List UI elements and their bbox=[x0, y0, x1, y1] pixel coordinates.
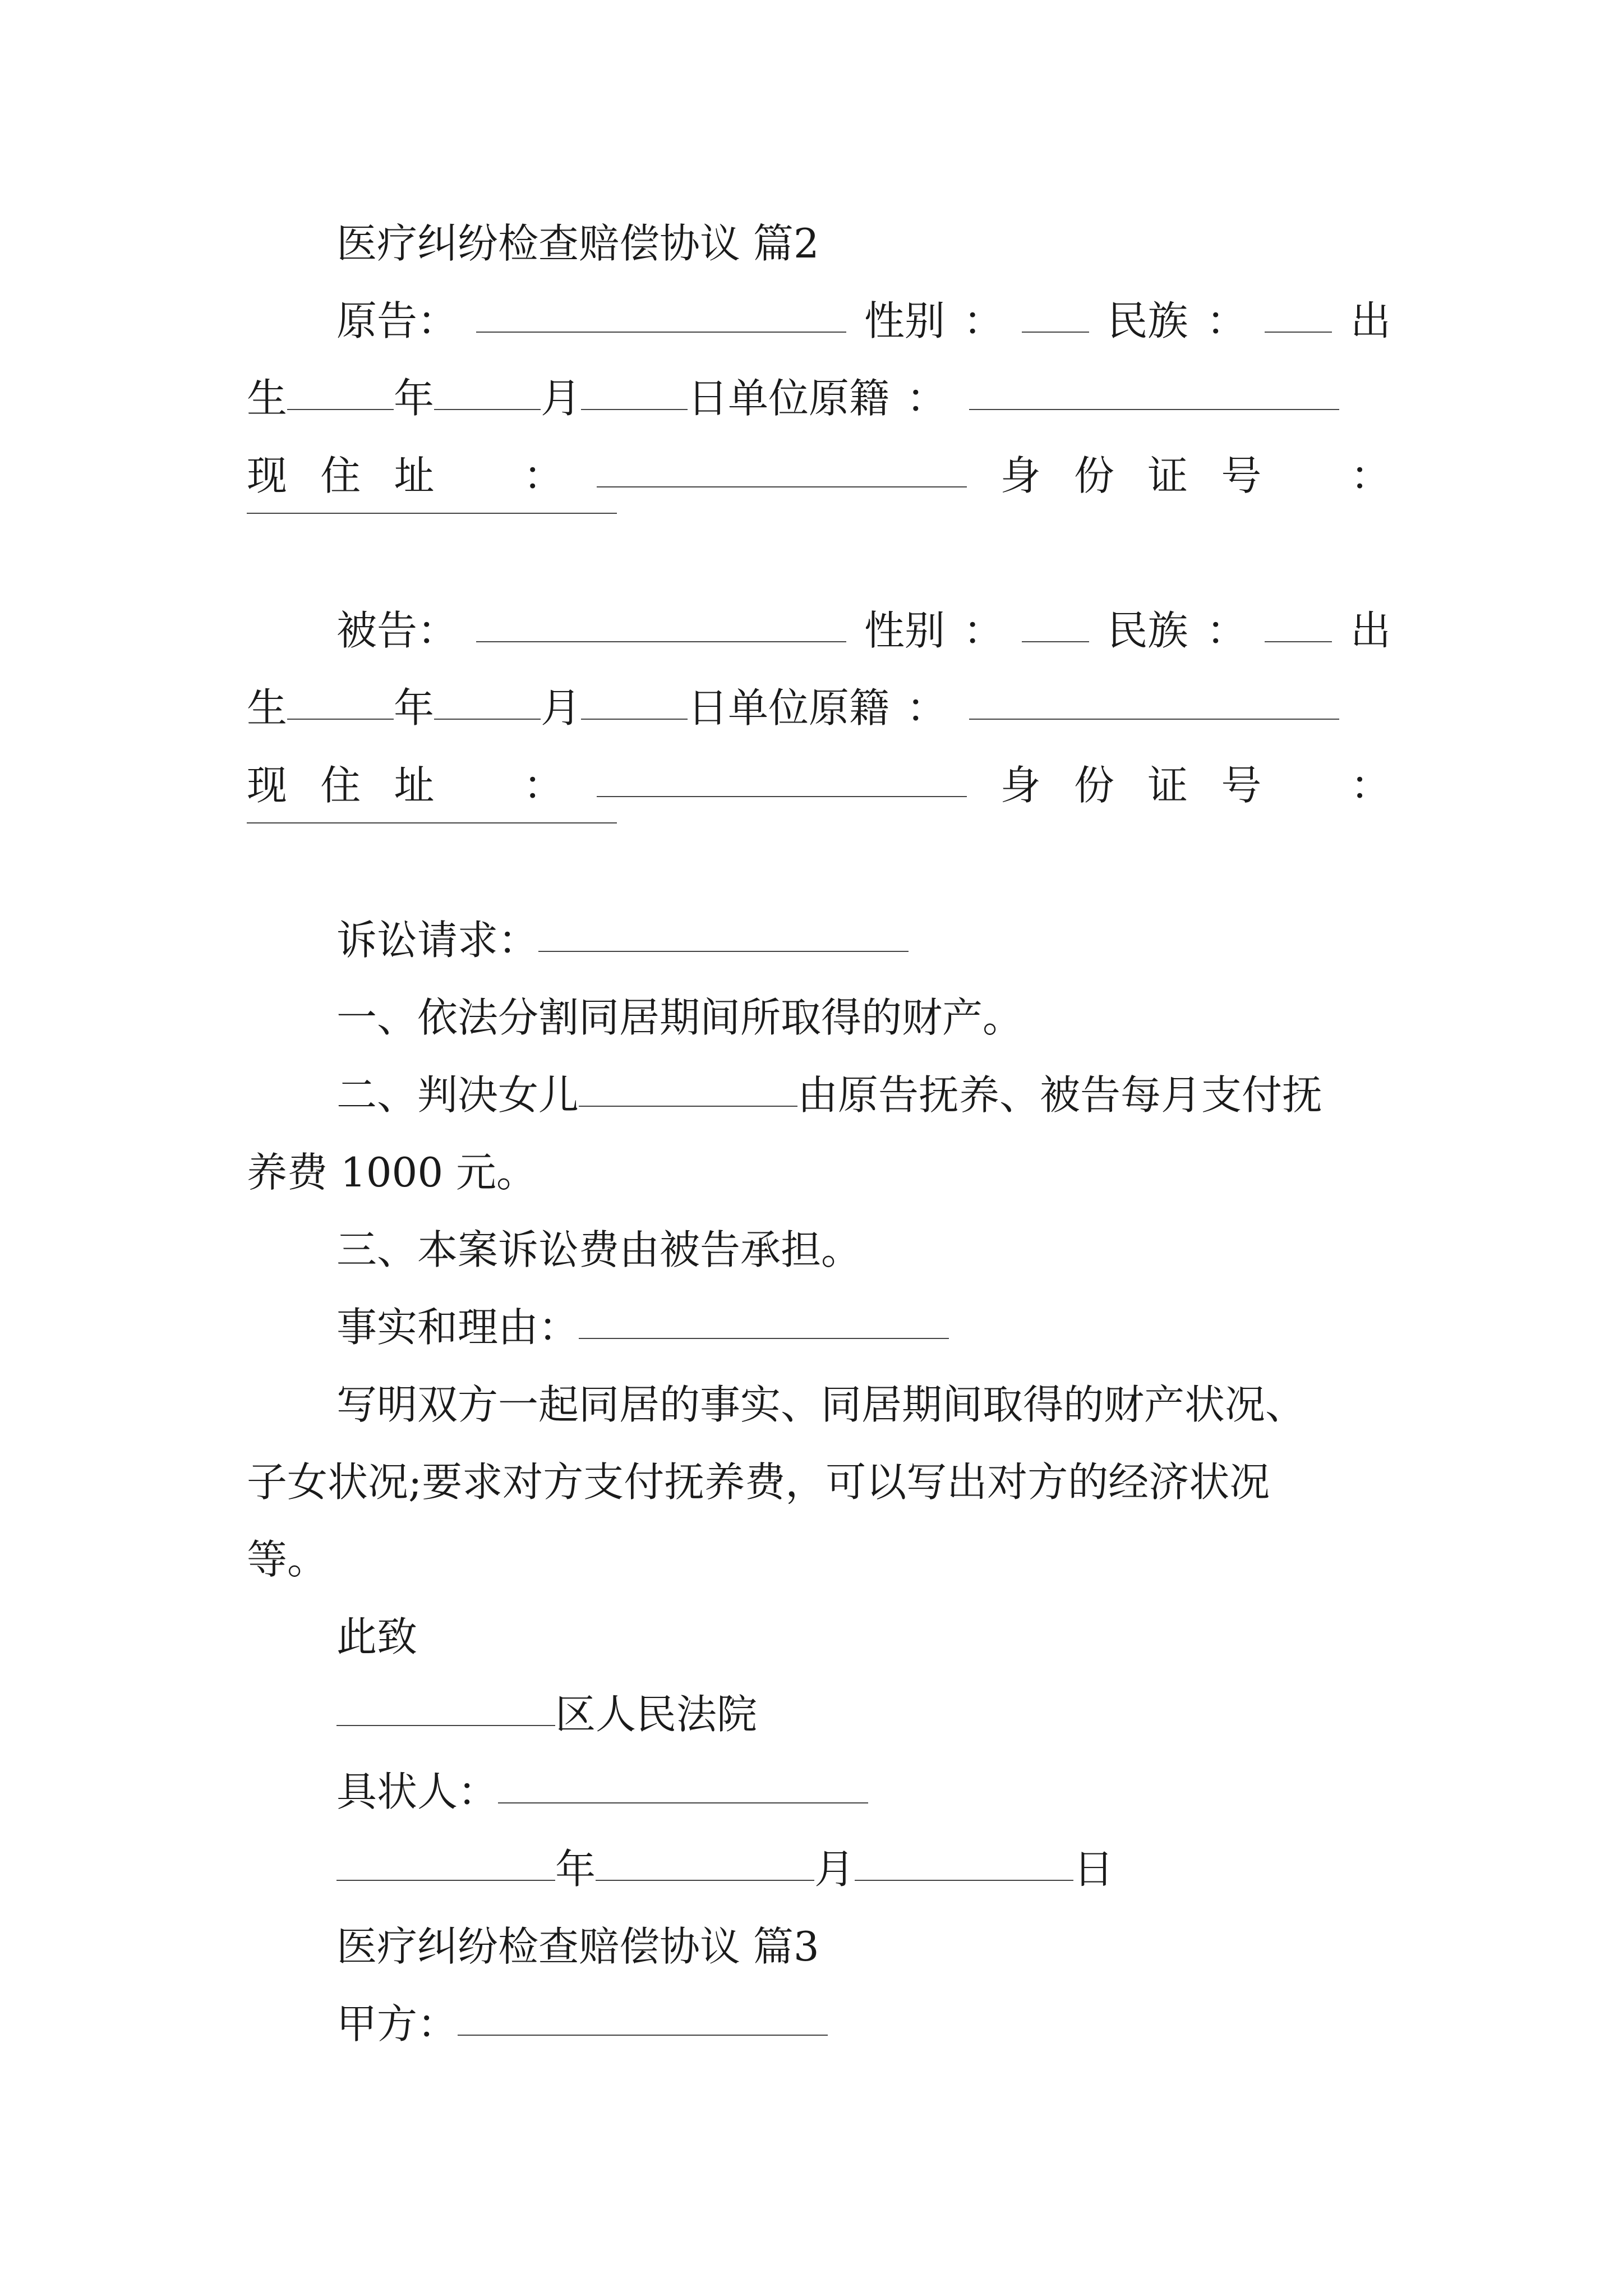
plaintiff-line-1: 原告： 性别 ： 民族 ： 出 bbox=[336, 297, 1391, 344]
plaintiff-id-blank bbox=[247, 512, 617, 514]
defendant-line-1: 被告： 性别 ： 民族 ： 出 bbox=[336, 607, 1391, 654]
defendant-ethnicity-blank bbox=[1265, 641, 1332, 642]
plaintiff-gender-blank bbox=[1022, 331, 1089, 333]
section-heading-3: 医疗纠纷检查赔偿协议 篇3 bbox=[336, 1923, 819, 1970]
facts-label-line: 事实和理由： bbox=[247, 1289, 1391, 1366]
claim-2-continued: 养费 1000 元。 bbox=[247, 1149, 537, 1196]
plaintiff-line-4 bbox=[247, 514, 1391, 592]
signer-blank bbox=[498, 1802, 868, 1803]
facts-paragraph-line-3: 等。 bbox=[247, 1536, 328, 1583]
plaintiff-name-blank bbox=[476, 331, 846, 333]
plaintiff-line-3: 现 住 址 ： 身 份 证 号 ： bbox=[247, 452, 1391, 499]
plaintiff-birth-day-blank bbox=[581, 408, 688, 410]
defendant-line-2: 生 年 月 日单位原籍 ： bbox=[247, 669, 1391, 747]
party-a-line: 甲方： bbox=[247, 1985, 1391, 2063]
plaintiff-birth-year-blank bbox=[287, 408, 394, 410]
plaintiff-ethnicity-blank bbox=[1265, 331, 1332, 333]
defendant-origin-blank bbox=[969, 718, 1339, 720]
date-line: 年 月 日 bbox=[247, 1830, 1391, 1908]
defendant-birth-year-blank bbox=[287, 718, 394, 720]
facts-blank bbox=[579, 1337, 949, 1339]
daughter-name-blank bbox=[579, 1105, 797, 1107]
claims-blank bbox=[538, 950, 909, 952]
claims-label-line: 诉讼请求： bbox=[247, 901, 1391, 979]
plaintiff-line-2: 生 年 月 日单位原籍 ： bbox=[247, 360, 1391, 437]
defendant-name-blank bbox=[476, 641, 846, 642]
facts-paragraph-line-2: 子女状况;要求对方支付抚养费，可以写出对方的经济状况 bbox=[247, 1458, 1270, 1506]
defendant-gender-blank bbox=[1022, 641, 1089, 642]
facts-paragraph-line-1: 写明双方一起同居的事实、同居期间取得的财产状况、 bbox=[336, 1381, 1306, 1428]
defendant-address-blank bbox=[597, 795, 967, 797]
defendant-id-blank bbox=[247, 822, 617, 823]
date-month-blank bbox=[596, 1879, 814, 1881]
court-district-blank bbox=[336, 1724, 555, 1726]
defendant-birth-day-blank bbox=[581, 718, 688, 720]
signer-line: 具状人： bbox=[247, 1753, 1391, 1830]
defendant-line-3: 现 住 址 ： 身 份 证 号 ： bbox=[247, 762, 1391, 809]
defendant-line-4 bbox=[247, 824, 1391, 901]
claim-3: 三、本案诉讼费由被告承担。 bbox=[336, 1226, 862, 1273]
salutation: 此致 bbox=[336, 1613, 418, 1660]
date-year-blank bbox=[336, 1879, 555, 1881]
plaintiff-address-blank bbox=[597, 486, 967, 487]
plaintiff-origin-blank bbox=[969, 408, 1339, 410]
party-a-blank bbox=[458, 2034, 828, 2036]
plaintiff-birth-month-blank bbox=[434, 408, 541, 410]
section-heading-2: 医疗纠纷检查赔偿协议 篇2 bbox=[336, 220, 819, 267]
claim-1: 一、依法分割同居期间所取得的财产。 bbox=[336, 994, 1023, 1041]
defendant-birth-month-blank bbox=[434, 718, 541, 720]
claim-2: 二、判决女儿 由原告抚养、被告每月支付抚 bbox=[336, 1071, 1323, 1119]
court-line: 区人民法院 bbox=[247, 1676, 1391, 1753]
date-day-blank bbox=[855, 1879, 1073, 1881]
